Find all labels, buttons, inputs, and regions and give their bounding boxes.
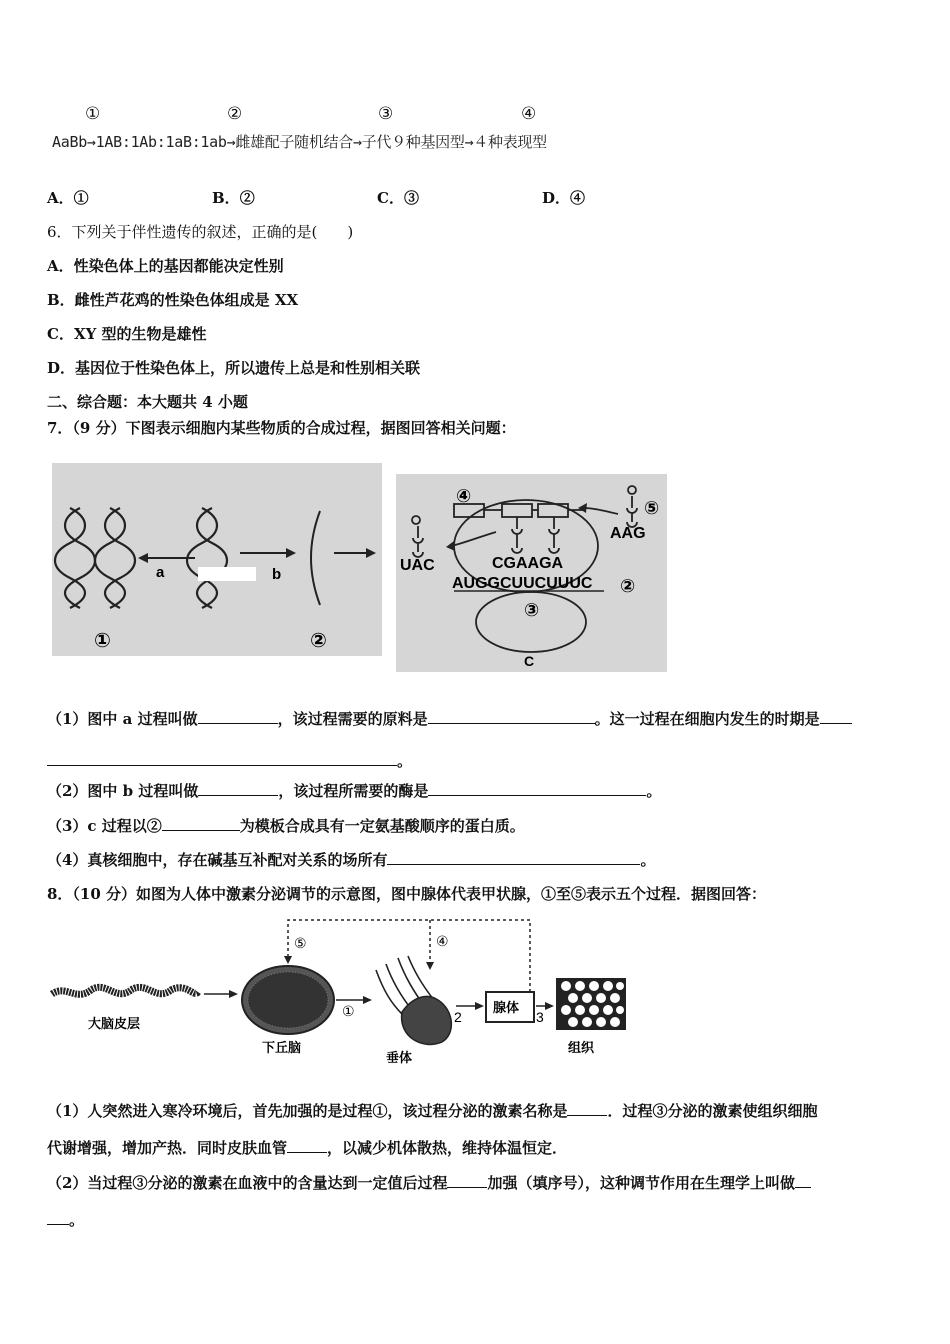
- q8-sub1-prefix: （1）人突然进入寒冷环境后，首先加强的是过程①，该过程分泌的激素名称是: [47, 1102, 568, 1120]
- hormone-regulation-figure: [46, 914, 646, 1064]
- label-process-3: 3: [536, 1009, 544, 1025]
- q6-stem: 6．下列关于伴性遗传的叙述，正确的是( ): [47, 223, 354, 241]
- option-text: ④: [570, 189, 586, 207]
- option-letter: B．: [212, 189, 240, 207]
- answer-blank[interactable]: [162, 816, 240, 831]
- q5-option-c[interactable]: [377, 187, 419, 208]
- label-circle-3: ③: [524, 600, 540, 620]
- q7-stem: 7．（9 分）下图表示细胞内某些物质的合成过程，据图回答相关问题：: [47, 419, 516, 437]
- option-text: ②: [239, 189, 255, 207]
- answer-blank[interactable]: [428, 709, 595, 724]
- q8-stem: 8．（10 分）如图为人体中激素分泌调节的示意图，图中腺体代表甲状腺，①至⑤表示五个过程．据图回答：: [47, 885, 767, 903]
- dna-double-helix-1: [55, 508, 95, 608]
- genetics-chain: AaBb→1AB:1Ab:1aB:1ab→雌雄配子随机结合→子代９种基因型→４种表现型: [52, 133, 547, 151]
- q7-sub2-prefix: （2）图中 b 过程叫做: [47, 782, 199, 800]
- q6-option-b[interactable]: B．雌性芦花鸡的性染色体组成是 XX: [47, 291, 299, 309]
- q7-sub2-end: 。: [646, 782, 662, 800]
- section-heading: 二、综合题：本大题共 4 小题: [47, 393, 248, 411]
- label-process-5: ⑤: [294, 935, 307, 951]
- q8-sub1-mid: ．过程③分泌的激素使组织细胞: [607, 1102, 818, 1120]
- answer-blank[interactable]: [447, 1173, 487, 1188]
- label-process-4: ④: [436, 933, 449, 949]
- masked-label: [198, 567, 256, 581]
- label-tissue: 组织: [568, 1040, 595, 1055]
- q7-sub1-line1: [47, 708, 852, 729]
- answer-blank[interactable]: [287, 1138, 327, 1153]
- q7-sub1-end: 。: [397, 752, 413, 770]
- label-anticodons: CGAAGA: [492, 555, 564, 572]
- q5-option-b[interactable]: [212, 187, 255, 208]
- label-circle-2b: ②: [620, 576, 636, 596]
- translation-figure: [396, 474, 667, 672]
- q5-option-a[interactable]: [47, 187, 89, 208]
- q7-sub4-end: 。: [640, 851, 656, 869]
- q7-sub3: [47, 815, 525, 836]
- q7-sub1-mid: ，该过程需要的原料是: [277, 710, 428, 728]
- label-circle-5: ⑤: [644, 498, 660, 518]
- answer-blank[interactable]: [428, 781, 646, 796]
- label-pituitary: 垂体: [386, 1050, 413, 1064]
- q8-sub2-line1: [47, 1172, 811, 1193]
- dna-double-helix-2: [95, 508, 135, 608]
- cerebral-cortex-shape: [52, 987, 198, 994]
- trna-right: [627, 496, 637, 527]
- trna-1: [512, 517, 522, 553]
- option-text: ③: [403, 189, 419, 207]
- answer-blank[interactable]: [47, 751, 397, 766]
- q5-option-d[interactable]: [542, 187, 585, 208]
- option-letter: D．: [542, 189, 571, 207]
- q8-sub2-prefix: （2）当过程③分泌的激素在血液中的含量达到一定值后过程: [47, 1174, 448, 1192]
- q7-sub3-end: 为模板合成具有一定氨基酸顺序的蛋白质。: [239, 817, 525, 835]
- q7-sub1-mid2: 。这一过程在细胞内发生的时期是: [594, 710, 820, 728]
- answer-blank[interactable]: [198, 709, 278, 724]
- mrna-strand: [311, 511, 320, 605]
- marker-4: ④: [521, 104, 537, 124]
- q6-option-a[interactable]: A．性染色体上的基因都能决定性别: [47, 257, 284, 275]
- label-process-1: ①: [342, 1003, 355, 1019]
- label-circle-4: ④: [456, 486, 472, 506]
- q8-sub1-end: ，以减少机体散热，维持体温恒定．: [327, 1139, 568, 1157]
- answer-blank[interactable]: [795, 1173, 811, 1188]
- option-text: ①: [73, 189, 89, 207]
- label-b: b: [272, 566, 282, 583]
- label-a: a: [156, 564, 165, 581]
- label-process-2: 2: [454, 1009, 462, 1025]
- q8-sub1-line2: [47, 1137, 567, 1158]
- q7-sub1-prefix: （1）图中 a 过程叫做: [47, 710, 198, 728]
- label-cortex: 大脑皮层: [88, 1016, 141, 1031]
- peptide-box-2: [502, 504, 532, 517]
- trna-2: [549, 517, 559, 553]
- label-circle-2: ②: [310, 630, 327, 652]
- answer-blank[interactable]: [567, 1101, 607, 1116]
- q6-option-c[interactable]: C．XY 型的生物是雄性: [47, 325, 207, 343]
- q6-option-d[interactable]: D．基因位于性染色体上，所以遗传上总是和性别相关联: [47, 359, 421, 377]
- option-letter: C．: [377, 189, 404, 207]
- label-circle-1: ①: [94, 630, 111, 652]
- q8-sub1-line1: [47, 1100, 817, 1121]
- q8-sub2-end: 。: [69, 1211, 85, 1229]
- q7-sub2: [47, 780, 661, 801]
- q8-sub2-mid: 加强（填序号），这种调节作用在生理学上叫做: [487, 1174, 795, 1192]
- label-aag: AAG: [610, 525, 646, 542]
- q8-sub1-mid2: 代谢增强，增加产热．同时皮肤血管: [47, 1139, 288, 1157]
- q7-sub2-mid: ，该过程所需要的酶是: [278, 782, 429, 800]
- label-c: C: [524, 653, 535, 669]
- q8-sub2-line2: [47, 1209, 84, 1230]
- answer-blank[interactable]: [820, 709, 852, 724]
- trna-left: [413, 526, 423, 557]
- label-hypothalamus: 下丘脑: [262, 1040, 302, 1055]
- marker-2: ②: [227, 104, 243, 124]
- q7-sub3-prefix: （3）c 过程以②: [47, 817, 162, 835]
- label-gland: 腺体: [493, 1000, 520, 1015]
- tissue-shape: [556, 978, 626, 1030]
- marker-3: ③: [378, 104, 394, 124]
- q7-sub4: [47, 849, 655, 870]
- exit-arrow: [451, 532, 496, 546]
- answer-blank[interactable]: [387, 850, 640, 865]
- label-mrna-sequence: AUGGCUUCUUUC: [452, 575, 593, 592]
- replication-figure: [52, 463, 382, 656]
- q7-sub4-prefix: （4）真核细胞中，存在碱基互补配对关系的场所有: [47, 851, 388, 869]
- marker-1: ①: [85, 104, 101, 124]
- answer-blank[interactable]: [198, 781, 278, 796]
- q7-sub1-line2: [47, 750, 412, 771]
- label-uac: UAC: [400, 557, 435, 574]
- option-letter: A．: [47, 189, 74, 207]
- answer-blank[interactable]: [47, 1210, 69, 1225]
- entry-arrow: [584, 508, 618, 514]
